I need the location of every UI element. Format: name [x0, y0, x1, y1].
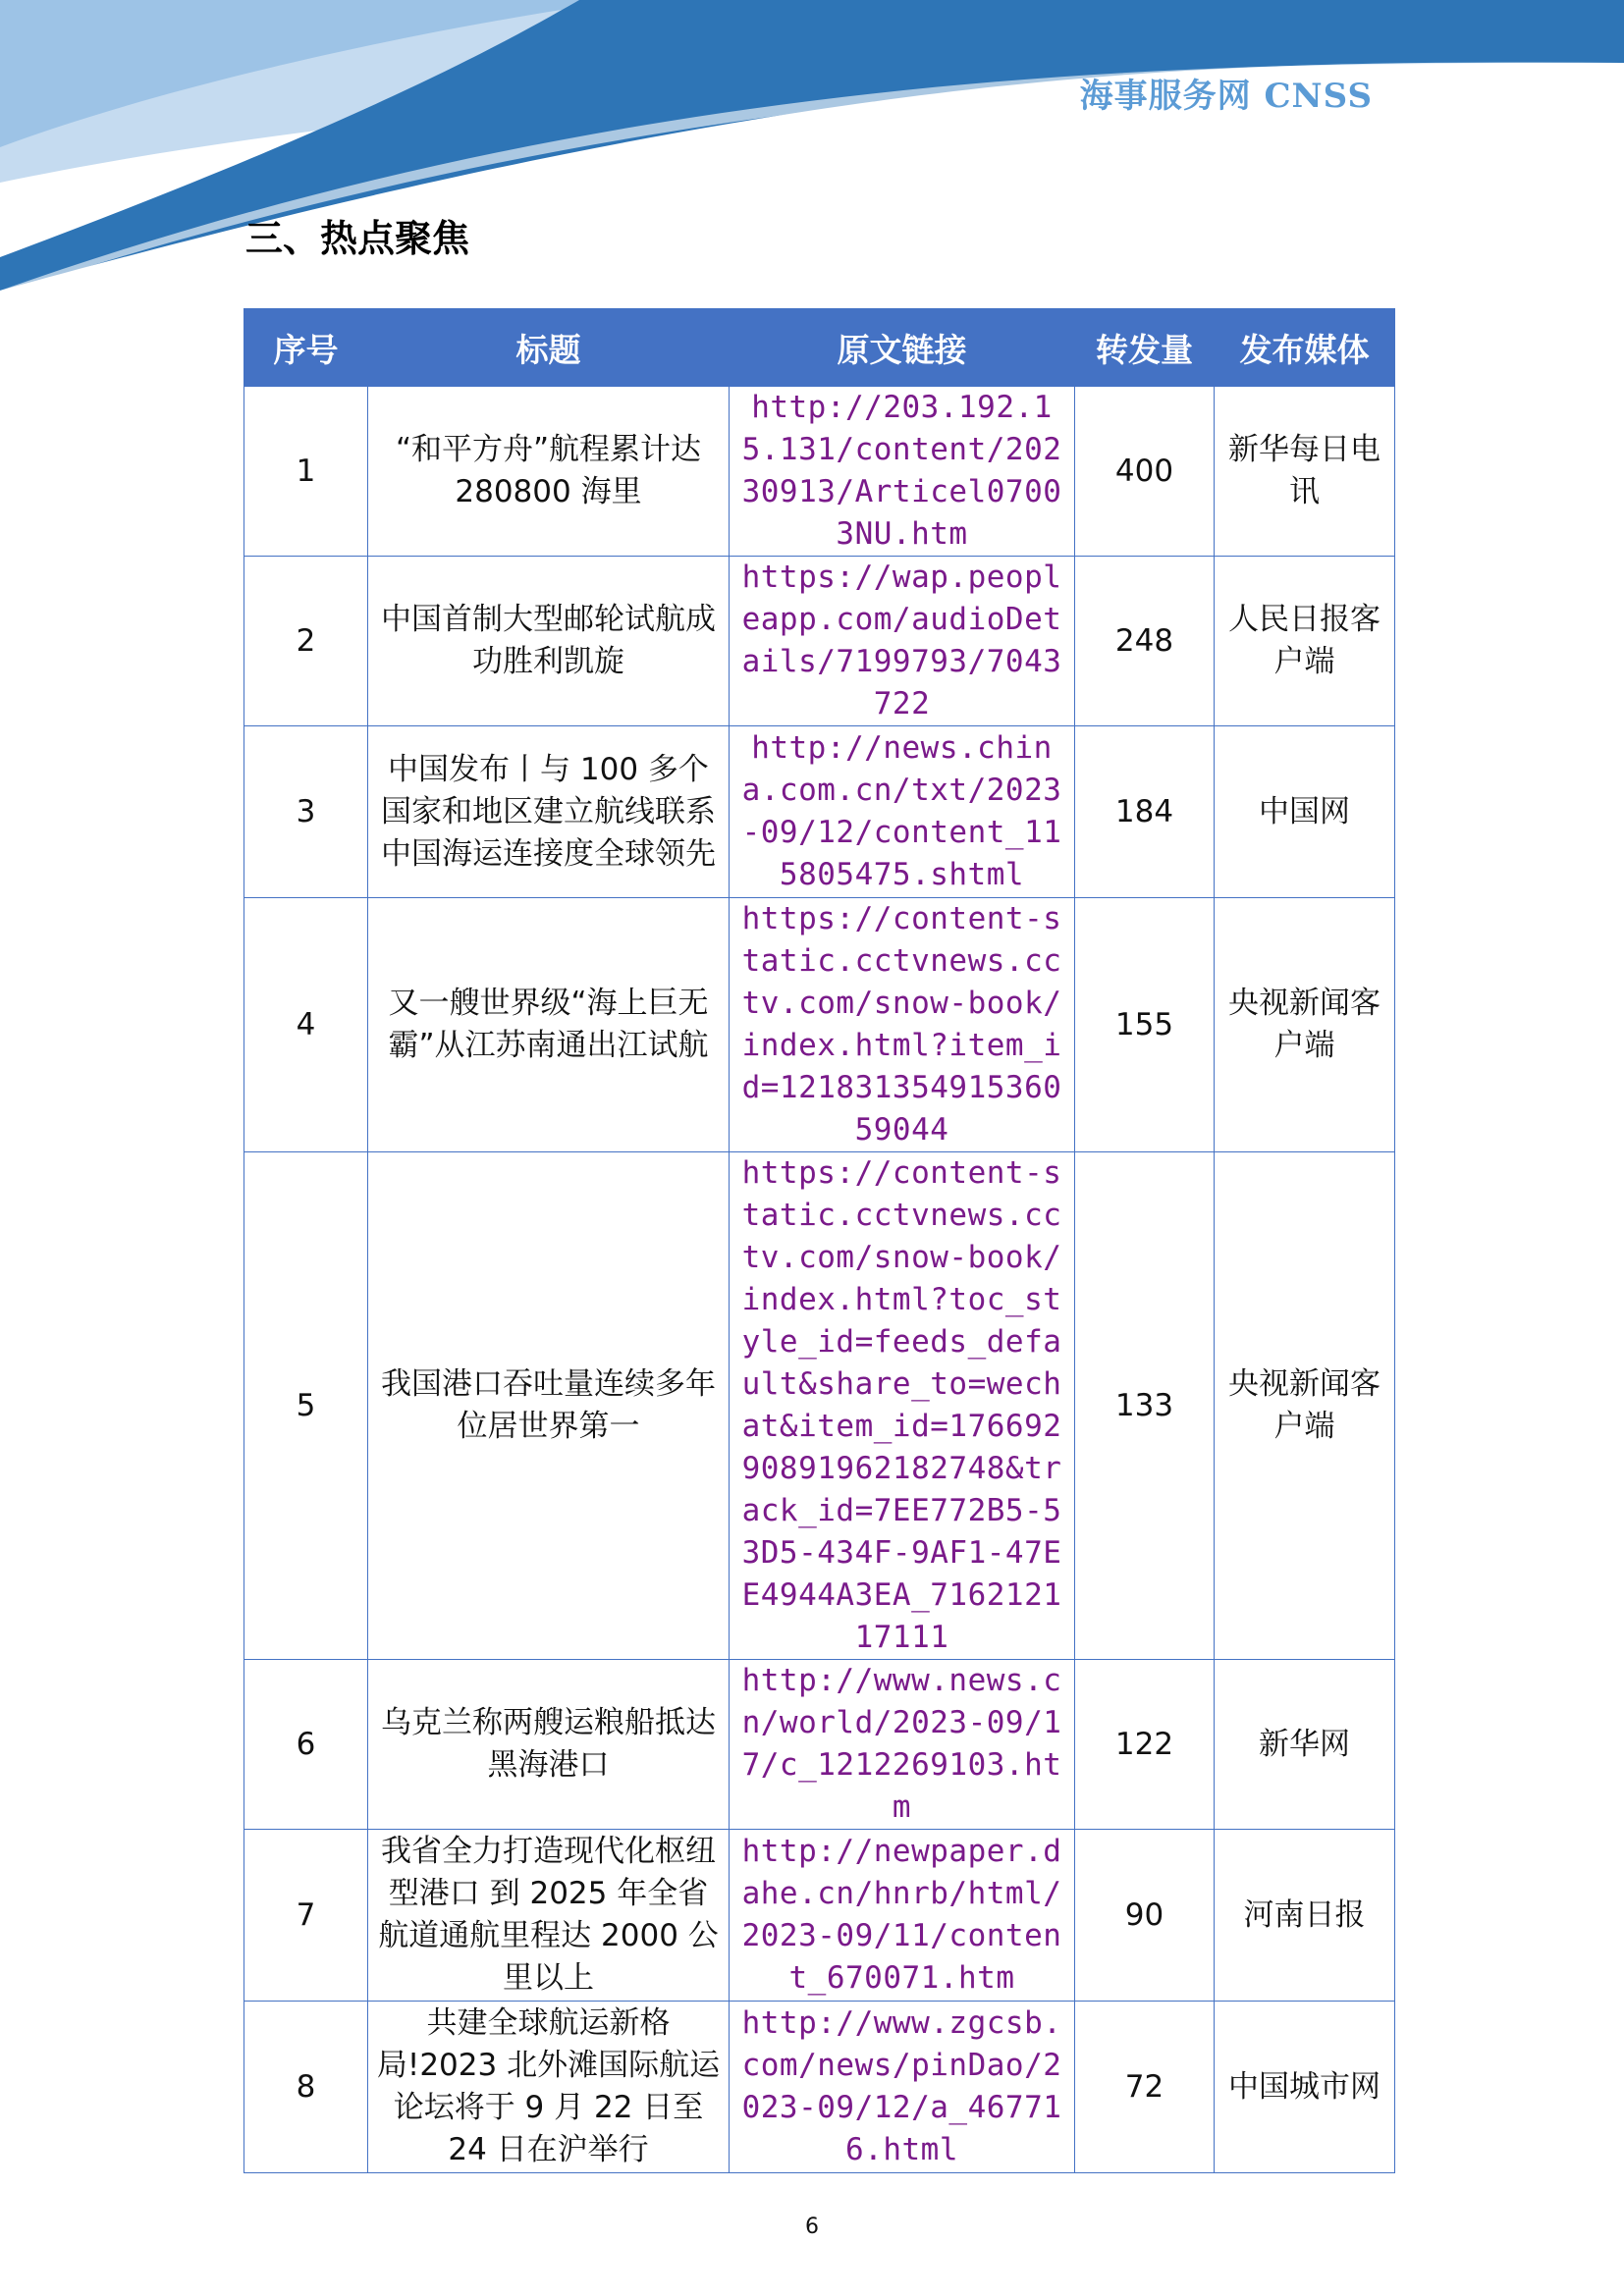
row-link[interactable]: https://wap.peopleapp.com/audioDetails/7199793/7043722 [730, 557, 1075, 726]
column-header-title: 标题 [368, 309, 730, 387]
row-forwards: 248 [1075, 557, 1215, 726]
row-link[interactable]: https://content-static.cctvnews.cctv.com/snow-book/index.html?item_id=12183135491536059044 [730, 898, 1075, 1152]
row-link[interactable]: http://www.news.cn/world/2023-09/17/c_1212269103.htm [730, 1660, 1075, 1830]
row-number: 5 [244, 1152, 368, 1660]
hot-topics-table [244, 308, 1395, 2173]
table-row [244, 557, 1395, 726]
column-header-link: 原文链接 [730, 309, 1075, 387]
table-row [244, 1660, 1395, 1830]
row-link[interactable]: http://www.zgcsb.com/news/pinDao/2023-09/12/a_467716.html [730, 2002, 1075, 2173]
row-number: 8 [244, 2002, 368, 2173]
row-media: 中国城市网 [1215, 2002, 1395, 2173]
row-number: 1 [244, 387, 368, 557]
table-row [244, 726, 1395, 898]
row-number: 4 [244, 898, 368, 1152]
row-number: 6 [244, 1660, 368, 1830]
header-wave-decoration [0, 0, 1624, 294]
section-title: 三、热点聚焦 [245, 217, 470, 260]
row-forwards: 400 [1075, 387, 1215, 557]
row-number: 2 [244, 557, 368, 726]
brand-logo-text: 海事服务网 CNSS [1079, 77, 1373, 116]
page-number: 6 [805, 2215, 819, 2239]
row-forwards: 155 [1075, 898, 1215, 1152]
row-forwards: 122 [1075, 1660, 1215, 1830]
table-row [244, 387, 1395, 557]
row-title: 中国发布丨与 100 多个国家和地区建立航线联系 中国海运连接度全球领先 [368, 726, 730, 898]
table-row [244, 1830, 1395, 2002]
column-header-forwards: 转发量 [1075, 309, 1215, 387]
row-media: 新华网 [1215, 1660, 1395, 1830]
row-title: 我国港口吞吐量连续多年位居世界第一 [368, 1152, 730, 1660]
row-forwards: 133 [1075, 1152, 1215, 1660]
row-title: 又一艘世界级“海上巨无霸”从江苏南通出江试航 [368, 898, 730, 1152]
row-title: 共建全球航运新格局!2023 北外滩国际航运论坛将于 9 月 22 日至 24 日在沪举行 [368, 2002, 730, 2173]
table-header-row [244, 309, 1395, 387]
row-media: 新华每日电讯 [1215, 387, 1395, 557]
column-header-media: 发布媒体 [1215, 309, 1395, 387]
table-row [244, 898, 1395, 1152]
row-title: 中国首制大型邮轮试航成功胜利凯旋 [368, 557, 730, 726]
row-media: 央视新闻客户端 [1215, 1152, 1395, 1660]
column-header-index: 序号 [244, 309, 368, 387]
row-title: “和平方舟”航程累计达 280800 海里 [368, 387, 730, 557]
row-number: 3 [244, 726, 368, 898]
row-forwards: 72 [1075, 2002, 1215, 2173]
row-media: 河南日报 [1215, 1830, 1395, 2002]
row-link[interactable]: http://203.192.15.131/content/20230913/Articel07003NU.htm [730, 387, 1075, 557]
row-number: 7 [244, 1830, 368, 2002]
row-link[interactable]: http://news.china.com.cn/txt/2023-09/12/content_115805475.shtml [730, 726, 1075, 898]
row-link[interactable]: https://content-static.cctvnews.cctv.com/snow-book/index.html?toc_style_id=feeds_default&share_to=wechat&item_id=17669290891962182748&track_id=7EE772B5-53D5-434F-9AF1-47EE4944A3EA_716212117111 [730, 1152, 1075, 1660]
row-media: 中国网 [1215, 726, 1395, 898]
row-forwards: 90 [1075, 1830, 1215, 2002]
row-forwards: 184 [1075, 726, 1215, 898]
row-media: 人民日报客户端 [1215, 557, 1395, 726]
table-row [244, 2002, 1395, 2173]
table-row [244, 1152, 1395, 1660]
row-media: 央视新闻客户端 [1215, 898, 1395, 1152]
row-title: 我省全力打造现代化枢纽型港口 到 2025 年全省航道通航里程达 2000 公里以上 [368, 1830, 730, 2002]
row-link[interactable]: http://newpaper.dahe.cn/hnrb/html/2023-09/11/content_670071.htm [730, 1830, 1075, 2002]
row-title: 乌克兰称两艘运粮船抵达黑海港口 [368, 1660, 730, 1830]
